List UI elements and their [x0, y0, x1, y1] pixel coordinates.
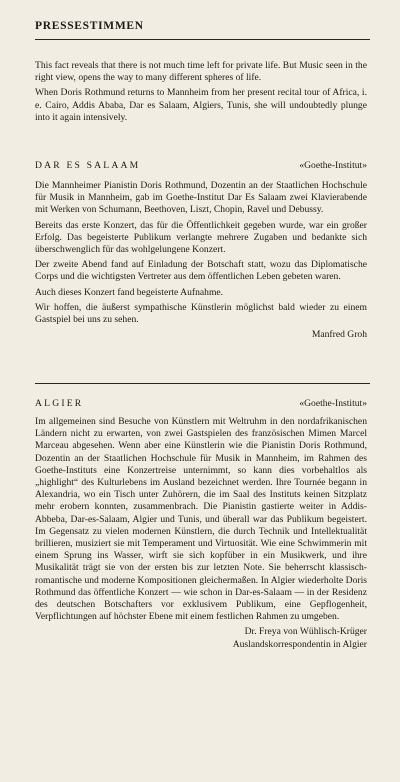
- daressalaam-paragraph-1: Die Mannheimer Pianistin Doris Rothmund, Dozentin an der Staatlichen Hochschule für Musik in Mannheim, gab im Goethe-Institut Dar Es Salaam zwei Klavierabende mit Werken von Schumann, Beethoven, Liszt, Chopin, Ravel und Debussy.: [35, 180, 367, 216]
- algier-paragraph-1: Im allgemeinen sind Besuche von Künstlern mit Weltruhm in den nordafrikanischen Ländern nicht zu erwarten, von zwei Gastspielen des französischen Mimen Marcel Marceau abgesehen. Wenn aber eine Künstlerin wie die Pianistin Doris Rothmund, Dozentin an der Staatlichen Hochschule für Musik in Mannheim, im Rahmen des Goethe-Instituts eine Konzertreise unternimmt, so kann dies vorbehaltlos als „highlight“ des Kulturlebens im Ausland bezeichnet werden. Ihre Tournée begann in Alexandria, wo ein Tisch unter Zuhörern, die im Saal des Instituts keinen Sitzplatz mehr erobern konnten, zusammenbrach. Die Pianistin gastierte weiter in Addis-Abbeba, Dar-es-Salaam, Algier und Tunis, und überall war das Publikum begeistert. Im Gegensatz zu vielen modernen Künstlern, die durch Technik und Intellektualität brillieren, musiziert sie mit Temperament und Virtuosität. Wie eine Schwimmerin mit einem Sprung ins Wasser, wirft sie sich kopfüber in ein Musikwerk, und ihre Musikalität trägt sie von der ersten bis zur letzten Note. Sie beherrscht klassisch-romantische und moderne Kompositionen gleichermaßen. In Algier wiederholte Doris Rothmund das öffentliche Konzert — wie schon in Dar-es-Salaam — in der Residenz des deutschen Botschafters vor exklusivem Publikum, eine Gepflogenheit, Verpflichtungen auf höchster Ebene mit einem festlichen Rahmen zu umgeben.: [35, 416, 367, 623]
- daressalaam-source: «Goethe-Institut»: [299, 160, 367, 171]
- daressalaam-paragraph-5: Wir hoffen, die äußerst sympathische Künstlerin möglichst bald wieder zu einem Gastspiel bei uns zu sehen.: [35, 301, 367, 326]
- daressalaam-signature: Manfred Groh: [311, 329, 367, 341]
- daressalaam-paragraph-3: Der zweite Abend fand auf Einladung der Botschaft statt, wozu das Diplomatische Corps und die wichtigsten Vertreter aus dem öffentlichen Leben gebeten waren.: [35, 259, 367, 283]
- english-paragraph-2: When Doris Rothmund returns to Mannheim from her present recital tour of Africa, i. e. Cairo, Addis Ababa, Dar es Salaam, Algiers, Tunis, she will undoubtedly plunge into it again intensively.: [35, 87, 367, 123]
- daressalaam-paragraph-2: Bereits das erste Konzert, das für die Öffentlichkeit gegeben wurde, war ein großer Erfolg. Das begeisterte Publikum verlangte mehrere Zugaben und bedankte sich überschwenglich für das wohlgelungene Konzert.: [35, 219, 367, 256]
- english-paragraph-1: This fact reveals that there is not much time left for private life. But Music seen in the right view, opens the way to many different spheres of life.: [35, 60, 367, 84]
- algier-source: «Goethe-Institut»: [299, 398, 367, 409]
- algier-heading: [35, 398, 367, 409]
- algier-article: [35, 416, 367, 651]
- daressalaam-article: [35, 180, 367, 341]
- section-rule: [35, 383, 370, 384]
- daressalaam-heading: [35, 160, 367, 171]
- algier-title: ALGIER: [35, 398, 84, 409]
- page-header: PRESSESTIMMEN: [35, 20, 144, 32]
- algier-signature-name: Dr. Freya von Wühlisch-Krüger: [244, 626, 367, 638]
- english-excerpt: [35, 60, 367, 127]
- header-rule: [35, 39, 370, 40]
- daressalaam-title: DAR ES SALAAM: [35, 160, 141, 171]
- algier-signature-role: Auslandskorrespondentin in Algier: [232, 638, 367, 650]
- daressalaam-paragraph-4: Auch dieses Konzert fand begeisterte Aufnahme.: [35, 286, 224, 298]
